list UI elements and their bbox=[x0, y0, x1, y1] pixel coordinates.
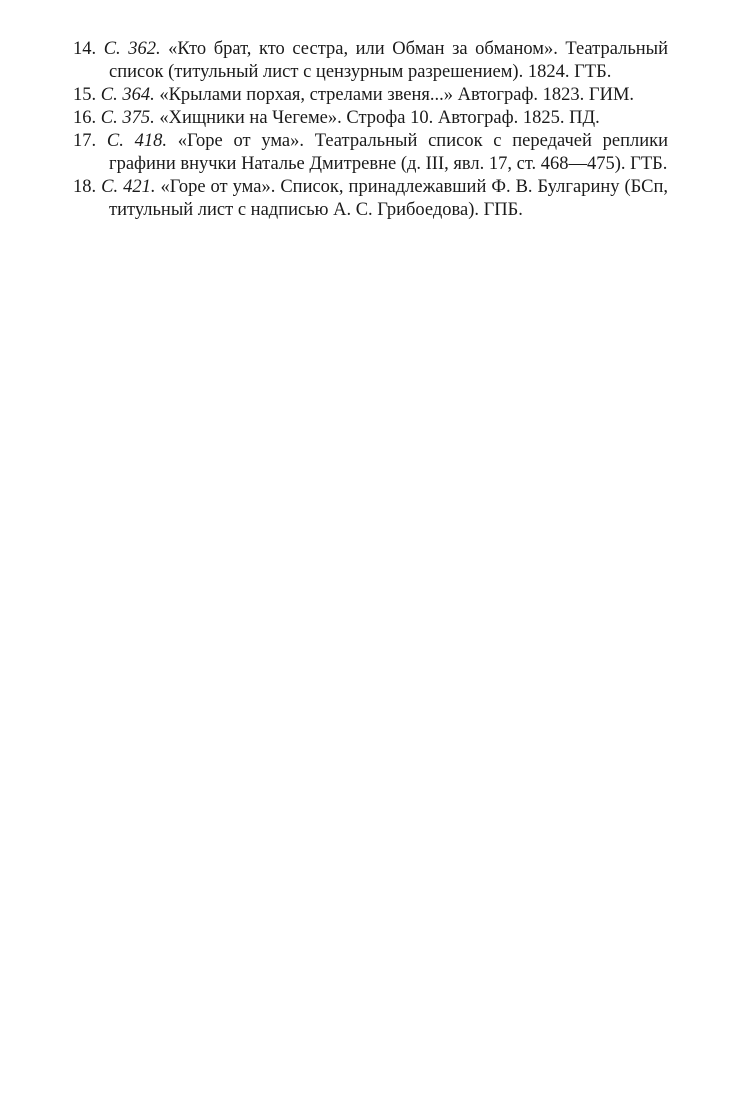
item-number: 17. bbox=[73, 131, 97, 151]
page-reference: С. 375. bbox=[100, 108, 155, 128]
list-item bbox=[73, 84, 668, 107]
item-description: «Горе от ума». Список, принадлежавший Ф. В. Булгарину (БСп, титульный лист с надписью А. С. Грибоедова). ГПБ. bbox=[109, 177, 669, 220]
list-item bbox=[73, 176, 668, 222]
item-number: 18. bbox=[73, 177, 97, 197]
item-number: 15. bbox=[73, 85, 97, 105]
page-reference: С. 421. bbox=[101, 177, 156, 197]
list-item bbox=[73, 38, 668, 84]
list-item bbox=[73, 107, 668, 130]
item-description: «Горе от ума». Театральный список с передачей реплики графини внучки Наталье Дмитревне (д. III, явл. 17, ст. 468—475). ГТБ. bbox=[109, 131, 669, 174]
page-reference: С. 364. bbox=[100, 85, 155, 105]
list-item bbox=[73, 130, 668, 176]
item-number: 14. bbox=[73, 39, 97, 59]
item-description: «Крылами порхая, стрелами звеня...» Автограф. 1823. ГИМ. bbox=[159, 85, 635, 105]
page-reference: С. 418. bbox=[106, 131, 167, 151]
illustration-list bbox=[73, 38, 668, 222]
item-description: «Хищники на Чегеме». Строфа 10. Автограф. 1825. ПД. bbox=[159, 108, 600, 128]
item-number: 16. bbox=[73, 108, 97, 128]
item-description: «Кто брат, кто сестра, или Обман за обманом». Театральный список (титульный лист с цензурным разрешением). 1824. ГТБ. bbox=[109, 39, 668, 82]
page-reference: С. 362. bbox=[103, 39, 161, 59]
